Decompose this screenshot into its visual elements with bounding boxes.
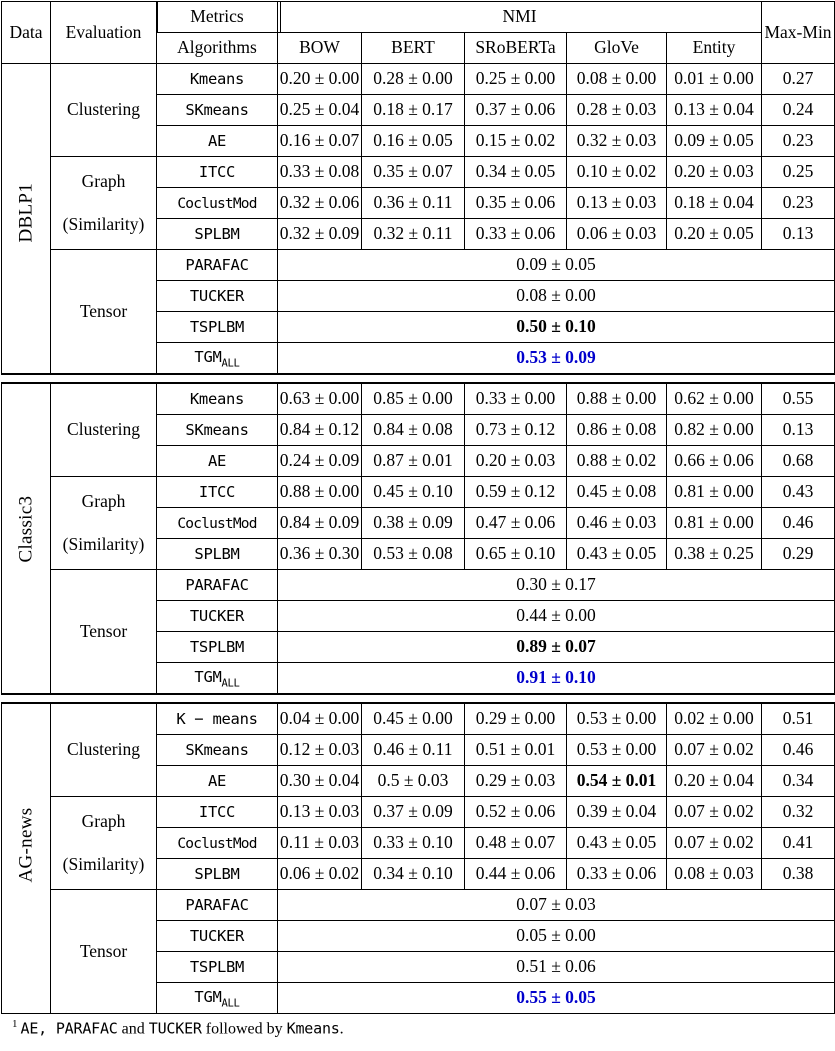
value-cell-bert: 0.45 ± 0.10 [362, 477, 465, 508]
table-body [2, 64, 835, 1014]
header-embedding-bert: BERT [362, 33, 465, 64]
value-cell-bow: 0.36 ± 0.30 [278, 539, 362, 570]
evaluation-group-graph [51, 797, 157, 890]
tensor-value-cell: 0.05 ± 0.00 [278, 921, 835, 952]
max-min-cell: 0.29 [762, 539, 835, 570]
table-row [2, 64, 835, 95]
tensor-value-cell: 0.08 ± 0.00 [278, 281, 835, 312]
value-cell-entity: 0.01 ± 0.00 [667, 64, 762, 95]
max-min-cell: 0.23 [762, 188, 835, 219]
tensor-value-cell: 0.09 ± 0.05 [278, 250, 835, 281]
evaluation-group-graph-line2: (Similarity) [62, 534, 145, 554]
value-cell-bert: 0.36 ± 0.11 [362, 188, 465, 219]
algorithm-cell [157, 343, 278, 375]
block-separator [2, 374, 835, 383]
algorithm-cell [157, 219, 278, 250]
footnote-part-5: Kmeans [286, 1019, 340, 1038]
table-row [2, 797, 835, 828]
value-cell-glove: 0.13 ± 0.03 [567, 188, 667, 219]
max-min-cell: 0.23 [762, 126, 835, 157]
value-cell-bow: 0.13 ± 0.03 [278, 797, 362, 828]
evaluation-group-graph-line2: (Similarity) [62, 854, 145, 874]
algorithm-name: TGM [194, 667, 222, 686]
value-cell-sroberta: 0.52 ± 0.06 [465, 797, 567, 828]
algorithm-cell [157, 890, 278, 921]
algorithm-name: SPLBM [194, 225, 240, 244]
header-metric-group-nmi: NMI [278, 2, 762, 33]
algorithm-cell [157, 188, 278, 219]
algorithm-name: AE [207, 452, 227, 471]
algorithm-name: CoclustMod [177, 516, 257, 533]
algorithm-subscript: ALL [221, 677, 240, 689]
value-cell-sroberta: 0.51 ± 0.01 [465, 735, 567, 766]
algorithm-cell [157, 95, 278, 126]
value-cell-entity: 0.20 ± 0.05 [667, 219, 762, 250]
value-cell-entity: 0.81 ± 0.00 [667, 508, 762, 539]
algorithm-cell [157, 281, 278, 312]
algorithm-name: TSPLBM [189, 958, 245, 977]
value-cell-sroberta: 0.33 ± 0.00 [465, 383, 567, 415]
block-separator [2, 694, 835, 703]
footnote-part-1: AE, PARAFAC [20, 1019, 118, 1038]
dataset-name: Classic3 [15, 495, 37, 563]
max-min-cell: 0.32 [762, 797, 835, 828]
algorithm-name: TGM [194, 347, 222, 366]
algorithm-cell [157, 983, 278, 1014]
table-header [2, 2, 835, 64]
value-cell-entity: 0.13 ± 0.04 [667, 95, 762, 126]
tensor-value-cell: 0.44 ± 0.00 [278, 601, 835, 632]
value-cell-bow: 0.88 ± 0.00 [278, 477, 362, 508]
value-cell-bert: 0.33 ± 0.10 [362, 828, 465, 859]
algorithm-cell [157, 828, 278, 859]
value-cell-bow: 0.84 ± 0.09 [278, 508, 362, 539]
value-cell-bert: 0.45 ± 0.00 [362, 703, 465, 735]
value-cell-sroberta: 0.29 ± 0.00 [465, 703, 567, 735]
evaluation-group-tensor: Tensor [51, 250, 157, 375]
value-cell-bow: 0.16 ± 0.07 [278, 126, 362, 157]
value-cell-bow: 0.30 ± 0.04 [278, 766, 362, 797]
value-cell-bow: 0.12 ± 0.03 [278, 735, 362, 766]
evaluation-group-graph [51, 477, 157, 570]
value-cell-sroberta: 0.65 ± 0.10 [465, 539, 567, 570]
evaluation-group-graph-line1: Graph [81, 170, 126, 191]
table-row [2, 890, 835, 921]
algorithm-cell [157, 859, 278, 890]
value-cell-bert: 0.53 ± 0.08 [362, 539, 465, 570]
algorithm-name: ITCC [198, 163, 236, 182]
value-cell-bert: 0.35 ± 0.07 [362, 157, 465, 188]
table-row [2, 703, 835, 735]
algorithm-name: Kmeans [189, 390, 245, 409]
value-cell-glove: 0.08 ± 0.00 [567, 64, 667, 95]
algorithm-name: SKmeans [185, 741, 249, 760]
value-cell-bert: 0.34 ± 0.10 [362, 859, 465, 890]
value-cell-entity: 0.38 ± 0.25 [667, 539, 762, 570]
value-cell-entity: 0.02 ± 0.00 [667, 703, 762, 735]
value-cell-glove: 0.88 ± 0.00 [567, 383, 667, 415]
value-cell-glove: 0.54 ± 0.01 [567, 766, 667, 797]
table-row [2, 157, 835, 188]
value-cell-bert: 0.28 ± 0.00 [362, 64, 465, 95]
value-cell-entity: 0.81 ± 0.00 [667, 477, 762, 508]
header-embedding-glove: GloVe [567, 33, 667, 64]
header-metrics: Metrics [157, 2, 278, 33]
value-cell-glove: 0.33 ± 0.06 [567, 859, 667, 890]
value-cell-bert: 0.37 ± 0.09 [362, 797, 465, 828]
algorithm-name: SKmeans [185, 421, 249, 440]
algorithm-cell [157, 766, 278, 797]
results-table-page [0, 1, 835, 1051]
algorithm-cell [157, 312, 278, 343]
tensor-value-cell: 0.55 ± 0.05 [278, 983, 835, 1014]
algorithm-cell [157, 921, 278, 952]
tensor-value-cell: 0.89 ± 0.07 [278, 632, 835, 663]
value-cell-glove: 0.88 ± 0.02 [567, 446, 667, 477]
footnote-marker: 1 [12, 1018, 18, 1030]
header-algorithms: Algorithms [157, 33, 278, 64]
algorithm-name: TSPLBM [189, 638, 245, 657]
header-embedding-sroberta: SRoBERTa [465, 33, 567, 64]
value-cell-bow: 0.06 ± 0.02 [278, 859, 362, 890]
max-min-cell: 0.51 [762, 703, 835, 735]
tensor-value-cell: 0.51 ± 0.06 [278, 952, 835, 983]
value-cell-glove: 0.43 ± 0.05 [567, 539, 667, 570]
block-separator-cell [2, 374, 835, 383]
value-cell-glove: 0.32 ± 0.03 [567, 126, 667, 157]
footnote-part-2: and [117, 1020, 149, 1038]
dataset-label-classic3 [2, 383, 51, 694]
table-row [2, 250, 835, 281]
algorithm-cell [157, 703, 278, 735]
evaluation-group-graph [51, 157, 157, 250]
value-cell-bow: 0.33 ± 0.08 [278, 157, 362, 188]
value-cell-entity: 0.09 ± 0.05 [667, 126, 762, 157]
algorithm-name: TUCKER [189, 607, 245, 626]
tensor-value-cell: 0.30 ± 0.17 [278, 570, 835, 601]
evaluation-group-clustering: Clustering [51, 703, 157, 797]
algorithm-cell [157, 157, 278, 188]
table-row [2, 570, 835, 601]
value-cell-glove: 0.10 ± 0.02 [567, 157, 667, 188]
value-cell-bert: 0.32 ± 0.11 [362, 219, 465, 250]
value-cell-sroberta: 0.47 ± 0.06 [465, 508, 567, 539]
algorithm-name: CoclustMod [177, 196, 257, 213]
value-cell-bow: 0.32 ± 0.09 [278, 219, 362, 250]
algorithm-name: AE [207, 132, 227, 151]
algorithm-cell [157, 477, 278, 508]
tensor-value-cell: 0.91 ± 0.10 [278, 663, 835, 695]
algorithm-name: SKmeans [185, 101, 249, 120]
max-min-cell: 0.38 [762, 859, 835, 890]
value-cell-entity: 0.07 ± 0.02 [667, 828, 762, 859]
algorithm-name: ITCC [198, 483, 236, 502]
value-cell-bow: 0.63 ± 0.00 [278, 383, 362, 415]
algorithm-cell [157, 601, 278, 632]
max-min-cell: 0.13 [762, 219, 835, 250]
block-separator-cell [2, 694, 835, 703]
value-cell-bow: 0.20 ± 0.00 [278, 64, 362, 95]
algorithm-cell [157, 126, 278, 157]
value-cell-entity: 0.18 ± 0.04 [667, 188, 762, 219]
algorithm-name: PARAFAC [185, 896, 249, 915]
value-cell-glove: 0.46 ± 0.03 [567, 508, 667, 539]
value-cell-glove: 0.28 ± 0.03 [567, 95, 667, 126]
value-cell-entity: 0.07 ± 0.02 [667, 797, 762, 828]
value-cell-sroberta: 0.35 ± 0.06 [465, 188, 567, 219]
evaluation-group-tensor: Tensor [51, 890, 157, 1014]
algorithm-name: TSPLBM [189, 318, 245, 337]
table-row [2, 477, 835, 508]
value-cell-sroberta: 0.37 ± 0.06 [465, 95, 567, 126]
value-cell-bert: 0.46 ± 0.11 [362, 735, 465, 766]
footnote-part-4: followed by [201, 1020, 287, 1038]
algorithm-name: TGM [194, 987, 222, 1006]
value-cell-entity: 0.07 ± 0.02 [667, 735, 762, 766]
value-cell-sroberta: 0.20 ± 0.03 [465, 446, 567, 477]
algorithm-name: Kmeans [189, 70, 245, 89]
header-embedding-bow: BOW [278, 33, 362, 64]
max-min-cell: 0.13 [762, 415, 835, 446]
value-cell-bow: 0.25 ± 0.04 [278, 95, 362, 126]
value-cell-glove: 0.39 ± 0.04 [567, 797, 667, 828]
header-data: Data [2, 2, 51, 64]
algorithm-name: CoclustMod [177, 836, 257, 853]
algorithm-name: TUCKER [189, 927, 245, 946]
table-row [2, 383, 835, 415]
value-cell-entity: 0.20 ± 0.03 [667, 157, 762, 188]
value-cell-bow: 0.84 ± 0.12 [278, 415, 362, 446]
value-cell-bert: 0.85 ± 0.00 [362, 383, 465, 415]
value-cell-entity: 0.82 ± 0.00 [667, 415, 762, 446]
max-min-cell: 0.43 [762, 477, 835, 508]
value-cell-bert: 0.16 ± 0.05 [362, 126, 465, 157]
evaluation-group-graph-line2: (Similarity) [62, 214, 145, 234]
value-cell-sroberta: 0.59 ± 0.12 [465, 477, 567, 508]
algorithm-cell [157, 632, 278, 663]
value-cell-glove: 0.86 ± 0.08 [567, 415, 667, 446]
algorithm-cell [157, 64, 278, 95]
value-cell-sroberta: 0.29 ± 0.03 [465, 766, 567, 797]
algorithm-name: ITCC [198, 803, 236, 822]
algorithm-name: TUCKER [189, 287, 245, 306]
algorithm-cell [157, 570, 278, 601]
evaluation-group-tensor: Tensor [51, 570, 157, 695]
value-cell-entity: 0.66 ± 0.06 [667, 446, 762, 477]
tensor-value-cell: 0.07 ± 0.03 [278, 890, 835, 921]
max-min-cell: 0.55 [762, 383, 835, 415]
max-min-cell: 0.34 [762, 766, 835, 797]
value-cell-sroberta: 0.25 ± 0.00 [465, 64, 567, 95]
dataset-name: AG-news [15, 807, 37, 883]
value-cell-bow: 0.04 ± 0.00 [278, 703, 362, 735]
algorithm-cell [157, 663, 278, 695]
max-min-cell: 0.41 [762, 828, 835, 859]
algorithm-cell [157, 735, 278, 766]
header-evaluation: Evaluation [51, 2, 157, 64]
footnote-part-3: TUCKER [148, 1019, 202, 1038]
dataset-name: DBLP1 [15, 182, 37, 243]
max-min-cell: 0.68 [762, 446, 835, 477]
value-cell-sroberta: 0.73 ± 0.12 [465, 415, 567, 446]
value-cell-bow: 0.32 ± 0.06 [278, 188, 362, 219]
value-cell-sroberta: 0.48 ± 0.07 [465, 828, 567, 859]
value-cell-bert: 0.5 ± 0.03 [362, 766, 465, 797]
algorithm-name: K − means [176, 710, 258, 729]
algorithm-cell [157, 250, 278, 281]
max-min-cell: 0.25 [762, 157, 835, 188]
value-cell-bow: 0.11 ± 0.03 [278, 828, 362, 859]
header-row-1 [2, 2, 835, 33]
value-cell-sroberta: 0.44 ± 0.06 [465, 859, 567, 890]
value-cell-entity: 0.08 ± 0.03 [667, 859, 762, 890]
value-cell-entity: 0.20 ± 0.04 [667, 766, 762, 797]
algorithm-name: PARAFAC [185, 576, 249, 595]
max-min-cell: 0.46 [762, 508, 835, 539]
algorithm-name: PARAFAC [185, 256, 249, 275]
evaluation-group-clustering: Clustering [51, 64, 157, 157]
max-min-cell: 0.24 [762, 95, 835, 126]
value-cell-bert: 0.84 ± 0.08 [362, 415, 465, 446]
value-cell-entity: 0.62 ± 0.00 [667, 383, 762, 415]
max-min-cell: 0.46 [762, 735, 835, 766]
value-cell-glove: 0.43 ± 0.05 [567, 828, 667, 859]
algorithm-cell [157, 383, 278, 415]
algorithm-cell [157, 446, 278, 477]
dataset-label-ag-news [2, 703, 51, 1014]
value-cell-sroberta: 0.34 ± 0.05 [465, 157, 567, 188]
algorithm-cell [157, 539, 278, 570]
max-min-cell: 0.27 [762, 64, 835, 95]
tensor-value-cell: 0.50 ± 0.10 [278, 312, 835, 343]
value-cell-bert: 0.87 ± 0.01 [362, 446, 465, 477]
algorithm-subscript: ALL [221, 997, 240, 1009]
value-cell-glove: 0.53 ± 0.00 [567, 735, 667, 766]
evaluation-group-graph-line1: Graph [81, 490, 126, 511]
dataset-label-dblp1 [2, 64, 51, 375]
value-cell-glove: 0.53 ± 0.00 [567, 703, 667, 735]
algorithm-cell [157, 508, 278, 539]
algorithm-cell [157, 415, 278, 446]
header-max-min: Max-Min [762, 2, 835, 64]
evaluation-group-graph-line1: Graph [81, 810, 126, 831]
evaluation-group-clustering: Clustering [51, 383, 157, 477]
nmi-results-table [1, 1, 835, 1014]
value-cell-glove: 0.06 ± 0.03 [567, 219, 667, 250]
algorithm-name: SPLBM [194, 865, 240, 884]
table-footnote [12, 1018, 835, 1038]
tensor-value-cell: 0.53 ± 0.09 [278, 343, 835, 375]
value-cell-bow: 0.24 ± 0.09 [278, 446, 362, 477]
algorithm-name: AE [207, 772, 227, 791]
footnote-part-6: . [339, 1020, 344, 1038]
header-embedding-entity: Entity [667, 33, 762, 64]
value-cell-glove: 0.45 ± 0.08 [567, 477, 667, 508]
algorithm-name: SPLBM [194, 545, 240, 564]
algorithm-cell [157, 797, 278, 828]
value-cell-bert: 0.18 ± 0.17 [362, 95, 465, 126]
algorithm-cell [157, 952, 278, 983]
value-cell-bert: 0.38 ± 0.09 [362, 508, 465, 539]
value-cell-sroberta: 0.15 ± 0.02 [465, 126, 567, 157]
value-cell-sroberta: 0.33 ± 0.06 [465, 219, 567, 250]
algorithm-subscript: ALL [221, 357, 240, 369]
